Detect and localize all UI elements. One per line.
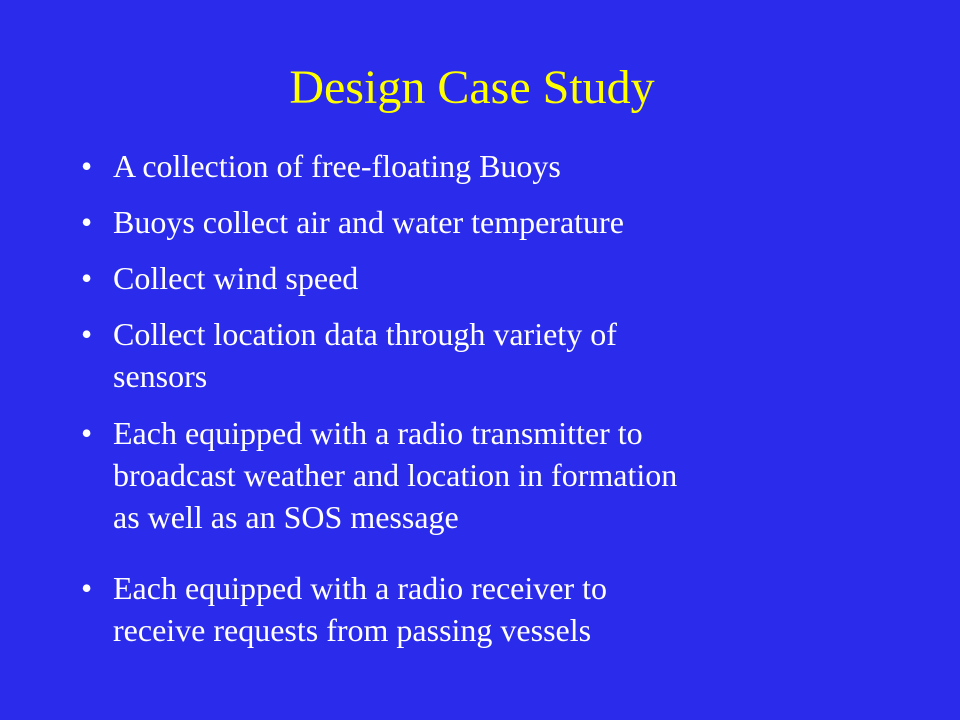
bullet-text: Buoys collect air and water temperature xyxy=(113,204,624,240)
slide-title: Design Case Study xyxy=(289,61,655,114)
bullet-dot: • xyxy=(81,260,93,296)
bullet-text: A collection of free-floating Buoys xyxy=(113,148,561,184)
bullet-dot: • xyxy=(81,570,93,606)
bullet-text: Collect wind speed xyxy=(113,260,359,296)
bullet-dot: • xyxy=(81,148,93,184)
bullet-text: Collect location data through variety of sensors xyxy=(113,316,617,394)
bullet-dot: • xyxy=(81,415,93,451)
bullet-dot: • xyxy=(81,316,93,352)
bullet-dot: • xyxy=(81,204,93,240)
bullet-text: Each equipped with a radio receiver to receive requests from passing vessels xyxy=(113,570,607,648)
bullet-text: Each equipped with a radio transmitter to broadcast weather and location in formation as well as an SOS message xyxy=(113,415,678,535)
